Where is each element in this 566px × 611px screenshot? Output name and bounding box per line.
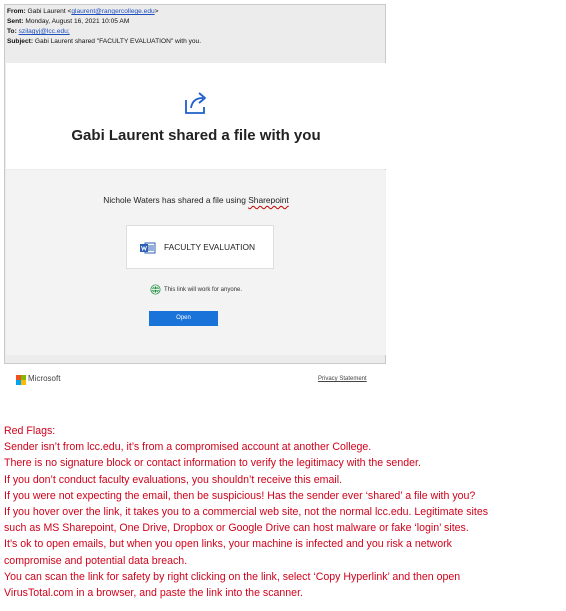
share-card-title: Gabi Laurent shared a file with you	[71, 127, 321, 144]
sharepoint-word: Sharepoint	[248, 195, 289, 205]
red-flag-line: It’s ok to open emails, but when you open links, your machine is infected and you risk a network	[4, 538, 452, 551]
email-preview	[4, 4, 386, 364]
from-label: From:	[7, 8, 26, 15]
red-flag-line: Sender isn’t from lcc.edu, it’s from a compromised account at another College.	[4, 441, 372, 454]
to-label: To:	[7, 28, 17, 35]
red-flag-line: If you were not expecting the email, then be suspicious! Has the sender ever ‘shared’ a file with you?	[4, 489, 476, 502]
red-flag-line: There is no signature block or contact information to verify the legitimacy with the sender.	[4, 457, 421, 470]
red-flag-line: You can scan the link for safety by right clicking on the link, select ‘Copy Hyperlink’ and then open	[4, 570, 461, 583]
email-header	[7, 7, 383, 59]
from-line: From: Gabi Laurent <glaurent@rangercollege.edu>	[7, 8, 159, 15]
privacy-statement-link[interactable]: Privacy Statement	[318, 376, 367, 382]
red-flags-notes	[4, 423, 564, 601]
link-note-text: This link will work for anyone.	[163, 287, 243, 294]
from-email-link[interactable]: glaurent@rangercollege.edu	[71, 8, 155, 15]
red-flag-line: compromise and potential data breach.	[4, 554, 188, 567]
share-icon	[183, 90, 209, 116]
red-flag-line: If you hover over the link, it takes you to a commercial web site, not the normal lcc.edu. Legitimate sites	[4, 506, 489, 519]
file-name: FACULTY EVALUATION	[164, 242, 256, 252]
word-file-icon	[140, 242, 156, 254]
to-line	[7, 27, 383, 37]
red-flag-line: If you don’t conduct faculty evaluations, you shouldn’t receive this email.	[4, 473, 343, 486]
file-card[interactable]	[126, 225, 274, 269]
share-card-header	[6, 63, 386, 169]
subject-line	[7, 37, 383, 47]
shared-message	[6, 195, 386, 205]
share-card-body	[6, 170, 386, 355]
sent-value: Monday, August 16, 2021 10:05 AM	[25, 18, 130, 25]
subject-value: Gabi Laurent shared "FACULTY EVALUATION" with you.	[34, 38, 202, 45]
open-button[interactable]: Open	[149, 311, 218, 326]
red-flags-heading: Red Flags:	[4, 425, 56, 437]
microsoft-logo-icon	[16, 375, 26, 385]
globe-icon	[150, 284, 161, 295]
shared-message-text: Nichole Waters has shared a file using	[103, 195, 249, 205]
sent-label: Sent:	[7, 18, 24, 25]
sent-line	[7, 17, 383, 27]
subject-label: Subject:	[7, 38, 34, 45]
to-email-link[interactable]: szilagyj@lcc.edu;	[18, 28, 70, 35]
link-note	[6, 284, 386, 295]
microsoft-brand: Microsoft	[28, 374, 61, 383]
from-name: Gabi Laurent	[27, 8, 66, 15]
red-flag-line: such as MS Sharepoint, One Drive, Dropbox or Google Drive can host malware or fake ‘login’ sites.	[4, 522, 469, 535]
red-flag-line: VirusTotal.com in a browser, and paste the link into the scanner.	[4, 587, 303, 600]
